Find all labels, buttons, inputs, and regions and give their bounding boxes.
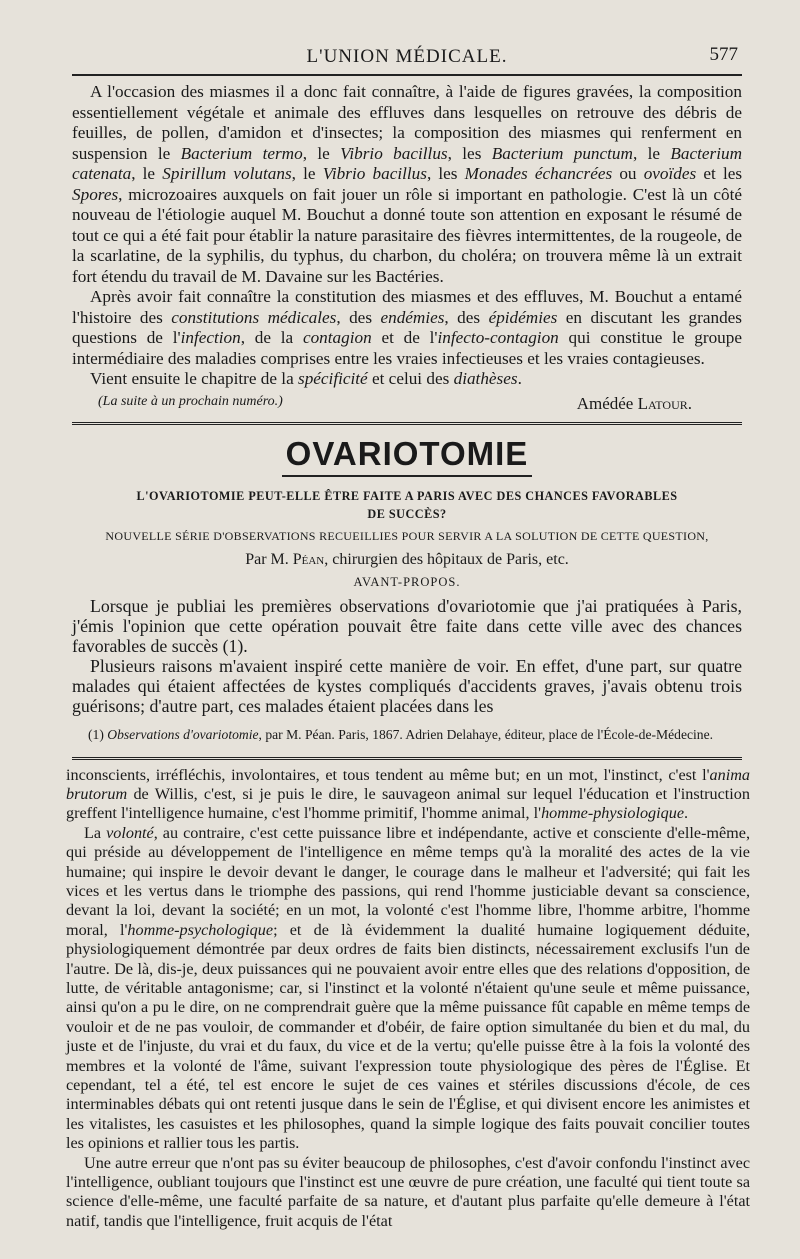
page-number: 577 [709,44,738,65]
review-paragraph-3: Vient ensuite le chapitre de la spécificité et celui des diathèses. [90,369,522,388]
page-header [72,38,742,68]
feuilleton-paragraph-3: Une autre erreur que n'ont pas su éviter beaucoup de philosophes, c'est d'avoir confondu l'instinct avec l'intelligence, oubliant toujours que l'instinct est une œuvre de pure création, une faculté qui tient toute sa science d'elle-même, une faculté parfaite de sa nature, et d'autant plus parfaite qu'elle demeure à l'état natif, tandis que l'intelligence, fruit acquis de l'état [66,1153,750,1230]
article-signature-row [72,394,742,414]
title-underline [282,475,532,477]
article-ovariotomie-body [72,596,742,716]
review-paragraph-1: A l'occasion des miasmes il a donc fait connaître, à l'aide de figures gravées, la composition essentiellement végétale et animale des effluves dans lesquelles on retrouve des débris de feuilles, de pollen, d'amidon et d'insectes; la composition des miasmes qui renferment en suspension le Bacterium termo, le Vibrio bacillus, les Bacterium punctum, le Bacterium catenata, le Spirillum volutans, le Vibrio bacillus, les Monades échancrées ou ovoïdes et les Spores, microzoaires auxquels on fait jouer un rôle si important en pathologie. C'est là un côté nouveau de l'étiologie auquel M. Bouchut a donné toute son attention en exposant le résumé de tout ce qui a été fait pour établir la nature parasitaire des fièvres intermittentes, de la rougeole, de la scarlatine, de la syphilis, du typhus, du charbon, du choléra; on trouvera même là un extrait fort étendu du travail de M. Davaine sur les Bactéries. [72,82,743,286]
feuilleton-paragraph-2: La volonté, au contraire, c'est cette puissance libre et indépendante, active et consciente d'elle-même, qui préside au développement de l'intelligence en même temps qu'à la moralité des actes de la vie humaine; qui inspire le devoir devant le danger, le courage dans le malheur et l'adversité; qui fait les vices et les vertus dans le triomphe des passions, qui rend l'homme justiciable devant sa conscience, devant la loi, devant la société; en un mot, la volonté c'est l'homme libre, l'homme arbitre, l'homme moral, l'homme-psychologique; et de là évidemment la dualité humaine logiquement déduite, physiologiquement démontrée par deux ordres de faits bien distincts, nécessairement exclusifs l'un de l'autre. De là, dis-je, deux puissances qui ne pouvaient avoir entre elles que des relations d'opposition, de lutte, de véritable antagonisme; car, si l'instinct et la volonté n'étaient qu'une seule et même puissance, ainsi qu'on a pu le dire, on ne comprendrait guère que la même puissance fût capable en même temps de vouloir et de ne pas vouloir, de commander et d'obéir, de faire option simultanée du bien et du mal, du juste et de l'injuste, du vrai et du faux, du vice et de la vertu; qu'elle puisse être à la fois la volonté des membres et la volonté de l'âme, suivant l'expression toute physiologique des pères de l'Église. Et cependant, tel a été, tel est encore le sujet de ces vaines et stériles discussions d'école, de ces interminables débats qui ont retenti jusque dans le sein de l'Église, et qui divisent encore les animistes et les vitalistes, les casuistes et les philosophes, quand la simple logique des faits pouvait concilier toutes les opinions et rallier tous les partis. [66,823,750,1153]
header-rule [72,74,742,76]
feuilleton-divider [72,757,742,760]
author-signature: Amédée Latour. [576,393,692,413]
review-paragraph-2: Après avoir fait connaître la constitution des miasmes et des effluves, M. Bouchut a entamé l'histoire des constitutions médicales, des endémies, des épidémies en discutant les grandes questions de l'infection, de la contagion et de l'infecto-contagion qui constitue le groupe intermédiaire des maladies comprises entre les vraies infectieuses et les vraies contagieuses. [72,287,742,368]
continued-note: (La suite à un prochain numéro.) [98,393,283,409]
footnote: (1) Observations d'ovariotomie, par M. Péan. Paris, 1867. Adrien Delahaye, éditeur, place de l'École-de-Médecine. [88,726,714,742]
article-review [72,82,742,390]
article-byline: Par M. Péan, chirurgien des hôpitaux de Paris, etc. [245,550,569,568]
ovariotomie-paragraph-2: Plusieurs raisons m'avaient inspiré cette manière de voir. En effet, d'une part, sur quatre malades qui étaient affectées de kystes compliqués d'accidents graves, j'avais obtenu trois guérisons; d'autre part, ces malades étaient placées dans les [72,655,742,716]
ovariotomie-paragraph-1: Lorsque je publiai les premières observations d'ovariotomie que j'ai pratiquées à Paris, j'émis l'opinion que cette opération pouvait être faite dans cette ville avec des chances favorables de succès (1). [72,595,742,656]
article-subtitle: L'OVARIOTOMIE PEUT-ELLE ÊTRE FAITE A PARIS AVEC DES CHANCES FAVORABLES DE SUCCÈS? [136,488,678,521]
section-title: OVARIOTOMIE [285,434,529,472]
avant-propos-heading: AVANT-PROPOS. [353,574,461,589]
section-divider [72,422,742,425]
running-head: L'UNION MÉDICALE. [306,46,508,67]
article-subtitle-secondary: NOUVELLE SÉRIE D'OBSERVATIONS RECUEILLIES POUR SERVIR A LA SOLUTION DE CETTE QUESTION, [105,528,709,543]
feuilleton-body [66,766,750,1232]
feuilleton-paragraph-1: inconscients, irréfléchis, involontaires, et tous tendent au même but; en un mot, l'instinct, c'est l'anima brutorum de Willis, c'est, si je puis le dire, le sauvageon animal sur lequel l'éducation et l'instruction greffent l'intelligence humaine, c'est l'homme primitif, l'homme animal, l'homme-physiologique. [66,765,750,823]
